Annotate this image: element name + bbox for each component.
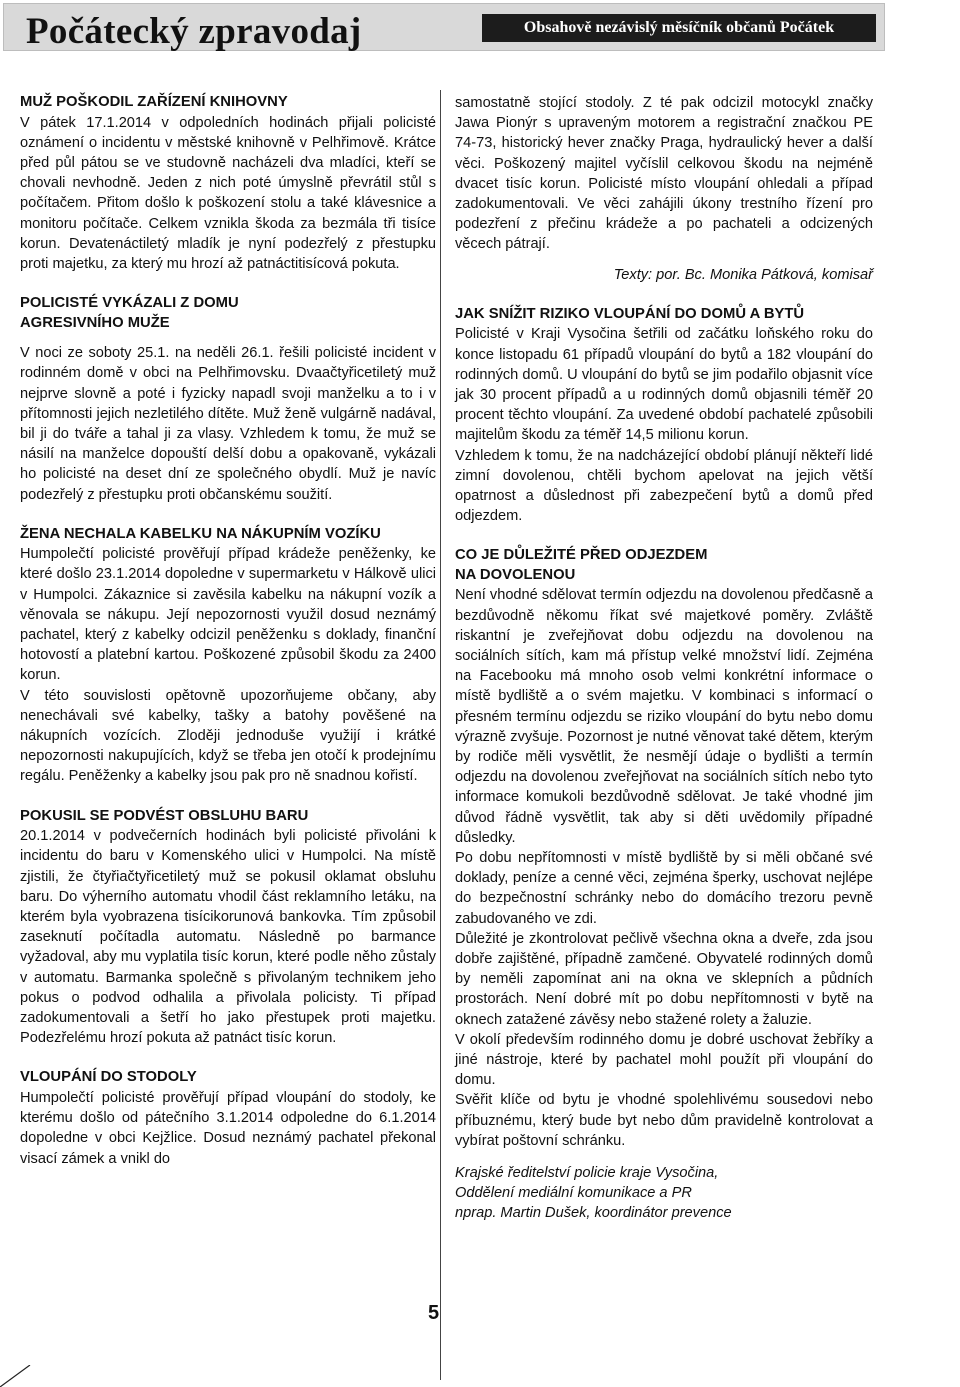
article-body-before-leaving-5: Svěřit klíče od bytu je vhodné spolehlivému sousedovi nebo příbuznému, který bude byt nebo dům pravidelně kontrolovat a vybírat poštovní schránku. bbox=[455, 1092, 873, 1149]
left-column bbox=[20, 93, 436, 1169]
article-body-barn-left: Humpolečtí policisté prověřují případ vloupání do stodoly, ke kterému došlo od pátečního 3.1.2014 odpoledne do 6.1.2014 dopoledne v obci Kejžlice. Dosud neznámý pachatel překonal visací zámek a vnikl do bbox=[20, 1089, 436, 1167]
article-credit-police: Texty: por. Bc. Monika Pátková, komisař bbox=[613, 266, 873, 283]
signature-line-2: Oddělení mediální komunikace a PR bbox=[455, 1185, 692, 1202]
article-body-before-leaving-3: Důležité je zkontrolovat pečlivě všechna okna a dveře, zda jsou dobře zajištěné, případně zamčené. Obyvatelé rodinných domů by neměli zapomínat ani na okna ve sklepních a půdních prostorách. Není dobré mít po dobu nepřítomnosti v bytě na oknech zatažené závěsy nebo stažené rolety a žaluzie. bbox=[455, 930, 873, 1028]
article-title-burglary-risk: JAK SNÍŽIT RIZIKO VLOUPÁNÍ DO DOMŮ A BYTŮ bbox=[455, 305, 805, 322]
article-body-burglary-risk-2: Vzhledem k tomu, že na nadcházející období plánují někteří lidé zimní dovolenou, chtěli bychom apelovat na jejich větší opatrnost a důslednost při zabezpečení bytů a domů před odjezdem. bbox=[455, 447, 873, 525]
article-body-burglary-risk-1: Policisté v Kraji Vysočina šetřili od začátku loňského roku do konce listopadu 61 případů vloupání do bytů a 182 vloupání do rodinných domů. U vloupání do bytů se jim podařilo objasnit více jak 30 procent případů a u rodinných domů objasnili téměř 20 procent těchto vloupání. Za uvedené období pachatelé způsobili majitelům škodu za téměř 14,5 milionu korun. bbox=[455, 326, 873, 444]
article-title-before-leaving-2: NA DOVOLENOU bbox=[455, 566, 576, 583]
article-title-library: MUŽ POŠKODIL ZAŘÍZENÍ KNIHOVNY bbox=[20, 94, 288, 110]
article-body-barn-right: samostatně stojící stodoly. Z té pak odcizil motocykl značky Jawa Pionýr s upraveným motorem a registrační značkou PE 74-73, historický hever značky Praga, hydraulický hever a další věci. Poškozený majitel vyčíslil celkovou škodu na nejméně dvacet tisíc korun. Policisté místo vloupání ohledali a případ zadokumentovali. Ve věci zahájili úkony trestního řízení pro podezření z přečinu krádeže a po pachateli a odcizených věcech pátrají. bbox=[455, 95, 873, 253]
right-column bbox=[455, 93, 873, 1224]
signature-line-1: Krajské ředitelství policie kraje Vysočina, bbox=[455, 1165, 719, 1182]
article-body-bar: 20.1.2014 v podvečerních hodinách byli policisté přivoláni k incidentu do baru v Komenského ulici v Humpolci. Na místě zjistili, že čtyřiačtyřicetiletý muž se pokusil oklamat obsluhu baru. Do výherního automatu vhodil část reklamního letáku, na kterém byla vyobrazena tisícikorunová bankovka. Tím způsobil zaseknutí počítadla automatu. Následně po barmance vyžadoval, aby mu vyplatila tisíc korun, které podle něho zůstaly v automatu. Barmanka společně s přivolaným technikem jeho pokus o podvod odhalila a přivolala policisty. Ti případ zadokumentovali a šetří ho jako přestupek proti majetku. Podezřelému hrozí pokuta až patnáct tisíc korun. bbox=[20, 828, 436, 1047]
article-body-before-leaving-2: Po dobu nepřítomnosti v místě bydliště by si měli občané své doklady, peníze a cenné věci, zejména šperky, uschovat nejlépe do bezpečnostní schránky nebo do domácího trezoru pevně zabudovaného ve zdi. bbox=[455, 850, 873, 927]
crop-mark-decoration bbox=[0, 1365, 36, 1387]
article-title-handbag: ŽENA NECHALA KABELKU NA NÁKUPNÍM VOZÍKU bbox=[20, 525, 381, 542]
article-body-aggressive-man: V noci ze soboty 25.1. na neděli 26.1. řešili policisté incident v rodinném domě v obci na Pelhřimovsku. Dvaačtyřicetiletý muž nejprve slovně a poté i fyzicky napadl svoji manželku a to i v přítomnosti jejich nezletilého dítěte. Muž ženě vulgárně nadával, bil ji do tváře a tahal ji za vlasy. Vzhledem k tomu, že muž se násilí na manželce dopouští delší dobu a opakovaně, vykázali ho policisté na deset dní ze společného obydlí. Muž je navíc podezřelý z přestupku proti občanskému soužití. bbox=[20, 345, 436, 503]
article-title-barn: VLOUPÁNÍ DO STODOLY bbox=[20, 1069, 197, 1086]
article-body-before-leaving-1: Není vhodné sdělovat termín odjezdu na dovolenou předčasně a bezdůvodně někomu říkat své majetkové poměry. Zvláště riskantní je zveřejňovat dobu odjezdu na dovolenou na sociálních sítích, kam má přístup velké množství lidí. Zejména na Facebooku má mnoho osob velmi konkrétní informace o místě bydliště a o svém majetku. V kombinaci s informací o přesném termínu odjezdu se riziko vloupání do bytu nebo domu výrazně zvyšuje. Pozornost je nutné věnovat také dětem, kterým by rodiče měli vysvětlit, že nesmějí údaje o bydlišti a termín odjezdu na dovolenou zveřejňovat na sociálních sítích nebo tyto informace komukoli bezdůvodně sdělovat. Je také vhodné jim důvod řádně vysvětlit, tak aby si děti uvědomily případné důsledky. bbox=[455, 587, 873, 846]
article-title-aggressive-man-2: AGRESIVNÍHO MUŽE bbox=[20, 314, 170, 331]
masthead-bar bbox=[3, 3, 885, 51]
article-body-handbag-1: Humpolečtí policisté prověřují případ krádeže peněženky, ke které došlo 23.1.2014 dopoledne v supermarketu v Hálkově ulici v Humpolci. Zákaznice si zavěsila kabelku na nákupní vozík a věnovala se nákupu. Její nepozornosti využil dosud neznámý pachatel, který z kabelky odcizil peněženku s doklady, finanční hotovostí a platební kartou. Poškozené způsobil škodu za 2400 korun. bbox=[20, 546, 436, 684]
column-divider bbox=[440, 90, 441, 1380]
article-title-bar: POKUSIL SE PODVÉST OBSLUHU BARU bbox=[20, 807, 309, 824]
article-title-aggressive-man-1: POLICISTÉ VYKÁZALI Z DOMU bbox=[20, 295, 239, 312]
article-body-library: V pátek 17.1.2014 v odpoledních hodinách přijali policisté oznámení o incidentu v městské knihovně v Pelhřimově. Krátce před půl pátou se ve studovně nacházeli dva mladíci, kteří se chovali nevhodně. Jeden z nich poté úmyslně převrátil stůl s počítačem. Přitom došlo k poškození stolu a také klávesnice a monitoru počítače. Celkem vznikla škoda za bezmála tři tisíce korun. Devatenáctiletý mladík je nyní podezřelý z přestupku proti majetku, za který mu hrozí až patnáctitisícová pokuta. bbox=[20, 114, 436, 272]
article-body-before-leaving-4: V okolí především rodinného domu je dobré uschovat žebříky a jiné nástroje, které by pachatel mohl použít při vloupání do domu. bbox=[455, 1031, 873, 1089]
masthead-tagline: Obsahově nezávislý měsíčník občanů Počátek bbox=[482, 14, 876, 42]
page-number: 5 bbox=[428, 1302, 440, 1324]
article-title-before-leaving-1: CO JE DŮLEŽITÉ PŘED ODJEZDEM bbox=[455, 547, 708, 564]
article-body-handbag-2: V této souvislosti opětovně upozorňujeme občany, aby nenechávali své kabelky, tašky a batohy pověšené na nákupních vozících. Zloději jednoduše využijí i krátké nepozornosti nakupujících, když se třeba jen otočí k prodejnímu regálu. Peněženky a kabelky jsou pak pro ně snadnou kořistí. bbox=[20, 687, 436, 785]
signature-line-3: nprap. Martin Dušek, koordinátor prevence bbox=[455, 1205, 732, 1222]
masthead-title: Počátecký zpravodaj bbox=[26, 11, 362, 52]
